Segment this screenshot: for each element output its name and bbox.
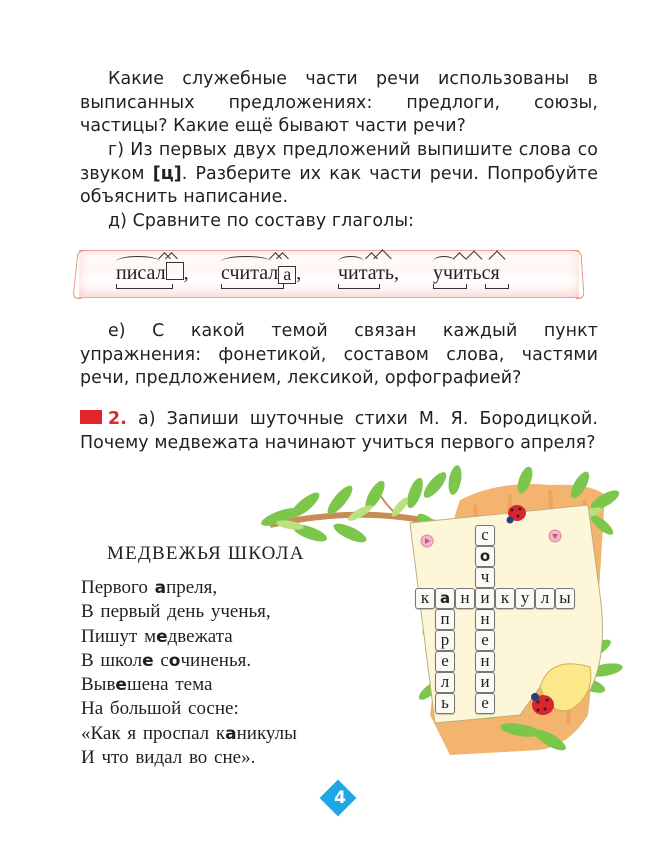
- exercise-2-text: а) Запиши шуточные стихи М. Я. Бородицкой. Почему медвежата начинают учиться первого апреля?: [80, 409, 598, 453]
- crossword-cell: н: [455, 588, 475, 609]
- crossword-cell: н: [475, 609, 495, 630]
- crossword-cell: ы: [555, 588, 575, 609]
- poem-line: В школе сочиненья.: [81, 649, 252, 671]
- poem-title: МЕДВЕЖЬЯ ШКОЛА: [107, 543, 305, 564]
- comma: ,: [183, 262, 189, 284]
- crossword-cell: л: [435, 672, 455, 693]
- crossword-cell: о: [475, 546, 495, 567]
- crossword-cell: с: [475, 525, 495, 546]
- root-mark-icon: [433, 256, 455, 267]
- exercise-number: 2.: [108, 409, 127, 429]
- stem-mark-icon: [338, 284, 380, 289]
- exercise-2-task: [80, 408, 598, 455]
- root-mark-icon: [116, 256, 160, 267]
- sound-ts: [ц]: [152, 163, 182, 184]
- page-number: [322, 782, 358, 818]
- ending-box: а: [278, 266, 296, 284]
- verb-text: учиться: [433, 262, 500, 284]
- crossword-cell: н: [475, 651, 495, 672]
- verb-text: читать: [338, 262, 394, 284]
- crossword-cell: п: [435, 609, 455, 630]
- verb-chitat: [338, 262, 399, 284]
- verb-uchitsya: [433, 262, 500, 284]
- crossword-cell: и: [475, 672, 495, 693]
- verb-schital: [221, 262, 301, 284]
- crossword-cell: у: [515, 588, 535, 609]
- poem-line: И что видал во сне».: [81, 747, 256, 769]
- root-mark-icon: [338, 256, 364, 267]
- question-g-prefix: г) Из первых двух предложений выпишите слова со звуком: [80, 140, 598, 184]
- crossword-cell: и: [475, 588, 495, 609]
- comma: ,: [393, 262, 399, 284]
- verb-text: считал: [221, 262, 279, 284]
- stem-mark-icon: [116, 284, 173, 289]
- verb-text: писал: [116, 262, 166, 284]
- crossword-cell: к: [415, 588, 435, 609]
- zero-ending-box: [166, 262, 184, 280]
- crossword-cell: е: [435, 651, 455, 672]
- question-g-suffix: . Разберите их как части речи. Попробуйте объяснить написание.: [80, 163, 598, 208]
- crossword-cell: к: [495, 588, 515, 609]
- stem-mark-icon: [221, 284, 284, 289]
- exercise-1-question-e: е) С какой темой связан каждый пункт упражнения: фонетикой, составом слова, частями речи, предложением, лексикой, орфографией?: [80, 321, 598, 389]
- crossword-cell: а: [435, 588, 455, 609]
- poem-line: В первый день ученья,: [81, 601, 271, 623]
- crossword-cell: ч: [475, 567, 495, 588]
- poem-line: «Как я проспал каникулы: [81, 722, 297, 744]
- crossword-cell: е: [475, 693, 495, 714]
- exercise-1-question-v: Какие служебные части речи использованы в выписанных предложениях: предлоги, союзы, частицы? Какие ещё бывают части речи?: [80, 69, 598, 137]
- crossword-cell: е: [475, 630, 495, 651]
- crossword-cell: л: [535, 588, 555, 609]
- poem-line: Первого апреля,: [81, 577, 218, 598]
- crossword-cell: р: [435, 630, 455, 651]
- poem-text: [81, 576, 297, 770]
- root-mark-icon: [221, 256, 271, 267]
- exercise-1-question-d: д) Сравните по составу глаголы:: [108, 211, 415, 231]
- comma: ,: [296, 262, 302, 284]
- task-marker-icon: [80, 410, 102, 424]
- crossword-cell: ь: [435, 693, 455, 714]
- exercise-1-question-g: [80, 139, 598, 210]
- poem-line: Пишут медвежата: [81, 625, 233, 647]
- verb-pisal: [116, 262, 189, 284]
- crossword-illustration: [250, 455, 630, 755]
- poem-line: Вывешена тема: [81, 674, 213, 696]
- page-number-text: 4: [334, 788, 346, 808]
- stem-mark-icon: [485, 284, 509, 289]
- stem-mark-icon: [433, 284, 467, 289]
- poem-line: На большой сосне:: [81, 698, 239, 720]
